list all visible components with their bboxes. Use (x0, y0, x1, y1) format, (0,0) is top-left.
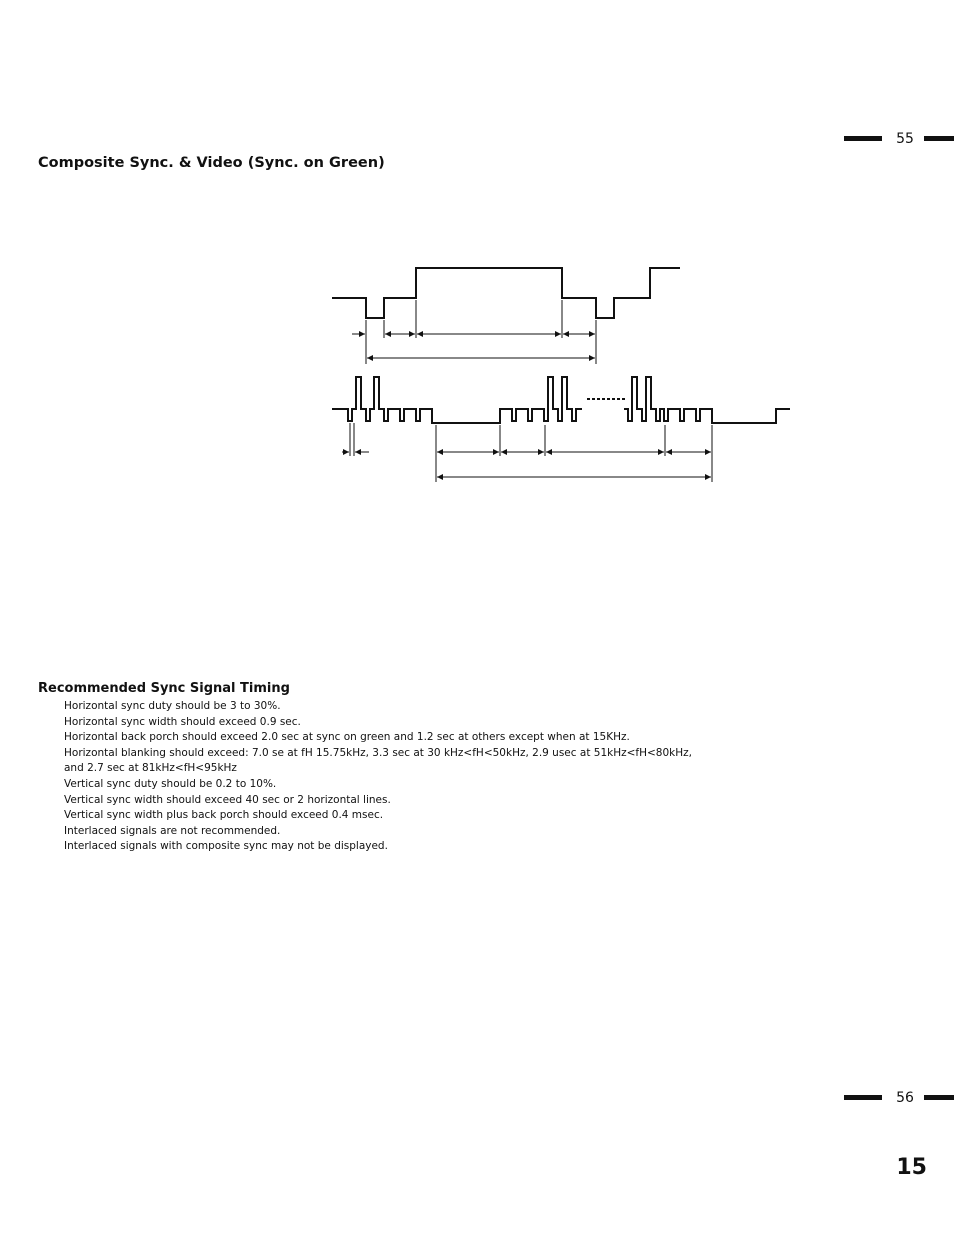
horizontal-waveform (332, 268, 680, 318)
list-item: Interlaced signals with composite sync may not be displayed. (64, 840, 388, 853)
section-heading: Composite Sync. & Video (Sync. on Green) (38, 155, 385, 171)
marker-bar (844, 1095, 882, 1100)
timing-recommendations-list (64, 699, 704, 855)
section-marker-bottom (844, 1090, 954, 1106)
list-item: Horizontal back porch should exceed 2.0 sec at sync on green and 1.2 sec at others except when at 15KHz. (64, 731, 630, 744)
sync-timing-diagram (0, 0, 954, 600)
page-number: 15 (896, 1155, 927, 1180)
list-item: Horizontal sync duty should be 3 to 30%. (64, 700, 281, 712)
list-item: Horizontal blanking should exceed: 7.0 se at fH 15.75kHz, 3.3 sec at 30 kHz<fH<50kHz, 2.9 usec at 51kHz<fH<80kHz, (64, 746, 692, 759)
list-item: Interlaced signals are not recommended. (64, 824, 281, 837)
list-item: Vertical sync width should exceed 40 sec or 2 horizontal lines. (64, 793, 391, 806)
vertical-waveform-right (624, 377, 790, 423)
marker-bar (924, 1095, 954, 1100)
section-marker-number: 56 (896, 1090, 914, 1106)
list-item: Vertical sync width plus back porch should exceed 0.4 msec. (64, 809, 384, 822)
list-item: Vertical sync duty should be 0.2 to 10%. (64, 777, 277, 790)
list-item: and 2.7 sec at 81kHz<fH<95kHz (64, 762, 237, 775)
timing-heading: Recommended Sync Signal Timing (38, 681, 290, 696)
vertical-timing-dimensions (342, 423, 712, 482)
vertical-waveform-left (332, 377, 582, 423)
list-item: Horizontal sync width should exceed 0.9 sec. (64, 715, 301, 728)
horizontal-timing-dimensions (352, 300, 596, 364)
section-marker-number: 55 (896, 131, 914, 147)
